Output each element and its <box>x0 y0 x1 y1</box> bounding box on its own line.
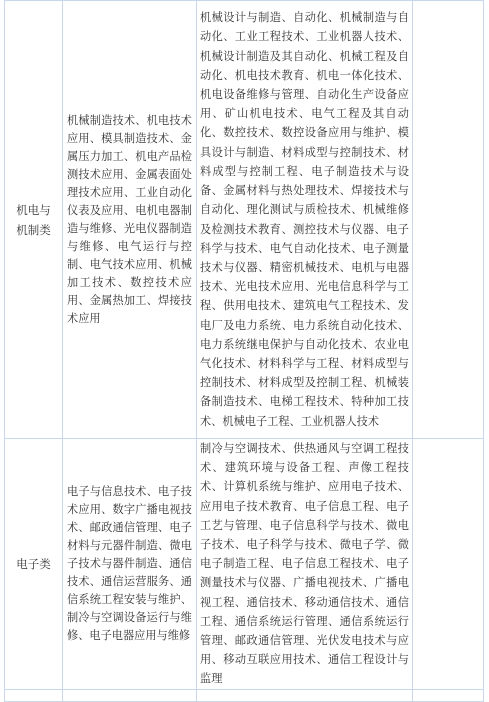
secondary-majors-cell: 电子与信息技术、电子技术应用、数字广播电视技术、邮政通信管理、电子材料与元器件制造、微电子技术与器件制造、通信技术、通信运营服务、通信系统工程安装与维护、制冷与空调设备运行与维修、电子电器应用与维修 <box>63 439 197 690</box>
table-cell <box>5 689 63 701</box>
table-row <box>5 439 484 690</box>
table-cell <box>197 689 413 701</box>
higher-majors-cell: 机械设计与制造、自动化、机械制造与自动化、工业工程技术、工业机器人技术、机械设计制造及其自动化、机械工程及自动化、机电技术教育、机电一体化技术、机电设备维修与管理、自动化生产设备应用、矿山机电技术、电气工程及其自动化、数控技术、数控设备应用与维护、模具设计与制造、材料成型与控制技术、材料成型与控制工程、电子制造技术与设备、金属材料与热处理技术、焊接技术与自动化、理化测试与质检技术、机械维修及检测技术教育、测控技术与仪器、电子科学与技术、电气自动化技术、电子测量技术与仪器、精密机械技术、电机与电器技术、光电技术应用、光电信息科学与工程、供用电技术、建筑电气工程技术、发电厂及电力系统、电力系统自动化技术、电力系统继电保护与自动化技术、农业电气化技术、材料科学与工程、材料成型与控制技术、材料成型及控制工程、机械装备制造技术、电梯工程技术、特种加工技术、机械电子工程、工业机器人技术 <box>197 1 413 439</box>
table-cell <box>63 689 197 701</box>
table-row <box>5 1 484 439</box>
note-cell <box>413 439 484 690</box>
note-cell <box>413 1 484 439</box>
table-cell <box>413 689 484 701</box>
category-cell: 电子类 <box>5 439 63 690</box>
secondary-majors-cell: 机械制造技术、机电技术应用、模具制造技术、金属压力加工、机电产品检测技术应用、金属表面处理技术应用、工业自动化仪表及应用、电机电器制造与维修、光电仪器制造与维修、电气运行与控制、电气技术应用、机械加工技术、数控技术应用、金属热加工、焊接技术应用 <box>63 1 197 439</box>
higher-majors-cell: 制冷与空调技术、供热通风与空调工程技术、建筑环境与设备工程、声像工程技术、计算机系统与维护、应用电子技术、应用电子技术教育、电子信息工程、电子工艺与管理、电子信息科学与技术、微电子技术、电子科学与技术、微电子学、微电子制造工程、电子信息工程技术、电子测量技术与仪器、广播电视技术、广播电视工程、通信技术、移动通信技术、通信工程、通信系统运行管理、通信系统运行管理、邮政通信管理、光伏发电技术与应用、移动互联应用技术、通信工程设计与监理 <box>197 439 413 690</box>
table-row <box>5 689 484 701</box>
category-cell: 机电与机制类 <box>5 1 63 439</box>
major-catalog-table <box>4 0 484 702</box>
